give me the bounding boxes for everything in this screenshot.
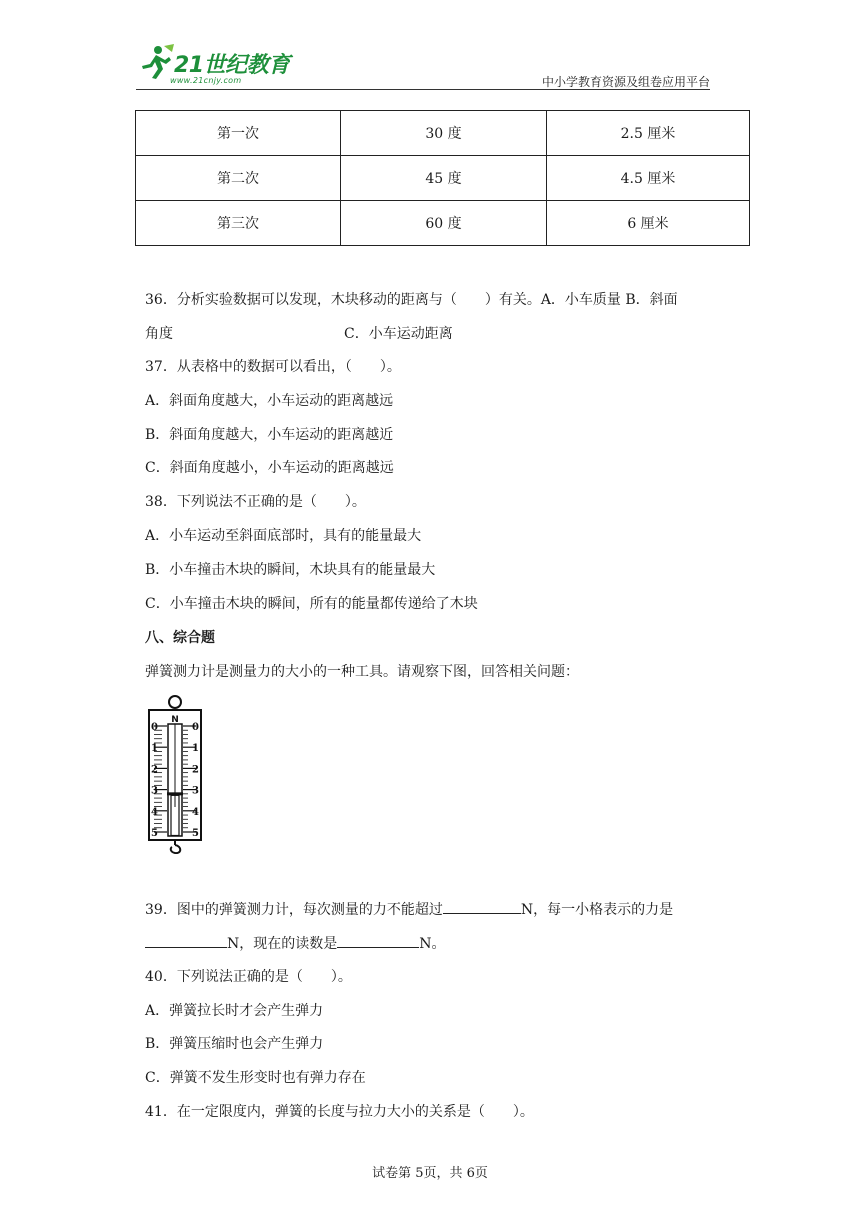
question-39-line2 [145,933,446,953]
question-40-option-c: C．弹簧不发生形变时也有弹力存在 [145,1070,366,1086]
answer-blank-division[interactable] [145,933,227,948]
section-intro: 弹簧测力计是测量力的大小的一种工具。请观察下图，回答相关问题： [145,664,579,680]
scale-tick-label: 3 [151,785,158,797]
table-cell: 第一次 [136,111,341,156]
scale-tick-label: 5 [151,828,158,839]
logo-url: www.21cnjy.com [170,76,242,85]
table-cell: 45 度 [341,156,547,201]
question-37-option-b: B．斜面角度越大，小车运动的距离越近 [145,427,394,443]
scale-tick-label: 4 [192,806,199,818]
spring-scale-figure [146,694,204,854]
question-36-line2 [145,323,453,343]
table-row [136,156,750,201]
scale-tick-label: 4 [151,806,158,818]
scale-tick-label: 1 [151,743,158,755]
logo [136,40,326,90]
table-cell: 30 度 [341,111,547,156]
platform-name: 中小学教育资源及组卷应用平台 [541,75,710,89]
question-40-option-a: A．弹簧拉长时才会产生弹力 [145,1003,324,1019]
scale-tick-label: 3 [192,785,199,797]
answer-blank-reading[interactable] [337,933,419,948]
unit-label: N [171,715,179,725]
scale-tick-label: 0 [192,722,199,733]
page-footer: 试卷第 5页，共 6页 [372,1166,488,1181]
logo-text: 21世纪教育 [174,53,290,78]
question-37-option-a: A．斜面角度越大，小车运动的距离越远 [145,393,394,409]
experiment-table [135,110,750,246]
table-cell: 6 厘米 [547,201,750,246]
question-36-line1: 36．分析实验数据可以发现，木块移动的距离与（ ）有关。A．小车质量 B．斜面 [145,292,678,308]
table-cell: 第三次 [136,201,341,246]
section-title: 八、综合题 [145,630,215,646]
question-38-option-b: B．小车撞击木块的瞬间，木块具有的能量最大 [145,562,436,578]
question-41-stem: 41．在一定限度内，弹簧的长度与拉力大小的关系是（ ）。 [145,1104,534,1120]
question-38-option-a: A．小车运动至斜面底部时，具有的能量最大 [145,528,422,544]
question-37-stem: 37．从表格中的数据可以看出，（ ）。 [145,359,401,375]
question-39-text-1: 39．图中的弹簧测力计，每次测量的力不能超过 [145,902,443,918]
question-39-line1 [145,899,673,919]
table-row [136,201,750,246]
scale-tick-label: 1 [192,743,199,755]
question-39-text-4: N。 [419,936,446,952]
option-b-continued: 角度 [145,326,173,342]
question-37-option-c: C．斜面角度越小，小车运动的距离越远 [145,460,394,476]
question-40-stem: 40．下列说法正确的是（ ）。 [145,969,352,985]
table-row [136,111,750,156]
question-38-stem: 38．下列说法不正确的是（ ）。 [145,494,366,510]
page-header [136,40,710,92]
top-ring-icon [169,696,181,708]
question-39-text-3: N，现在的读数是 [227,936,338,952]
scale-tick-label: 0 [151,722,158,733]
header-divider [136,89,710,90]
hook-icon [171,840,180,853]
table-cell: 第二次 [136,156,341,201]
table-cell: 60 度 [341,201,547,246]
scale-tick-label: 2 [192,764,199,776]
question-40-option-b: B．弹簧压缩时也会产生弹力 [145,1036,324,1052]
scale-tick-label: 2 [151,764,158,776]
scale-tick-label: 5 [192,828,199,839]
table-cell: 4.5 厘米 [547,156,750,201]
option-c: C．小车运动距离 [344,326,453,342]
table-cell: 2.5 厘米 [547,111,750,156]
answer-blank-max[interactable] [443,899,521,914]
question-38-option-c: C．小车撞击木块的瞬间，所有的能量都传递给了木块 [145,596,478,612]
question-39-text-2: N，每一小格表示的力是 [520,902,674,918]
